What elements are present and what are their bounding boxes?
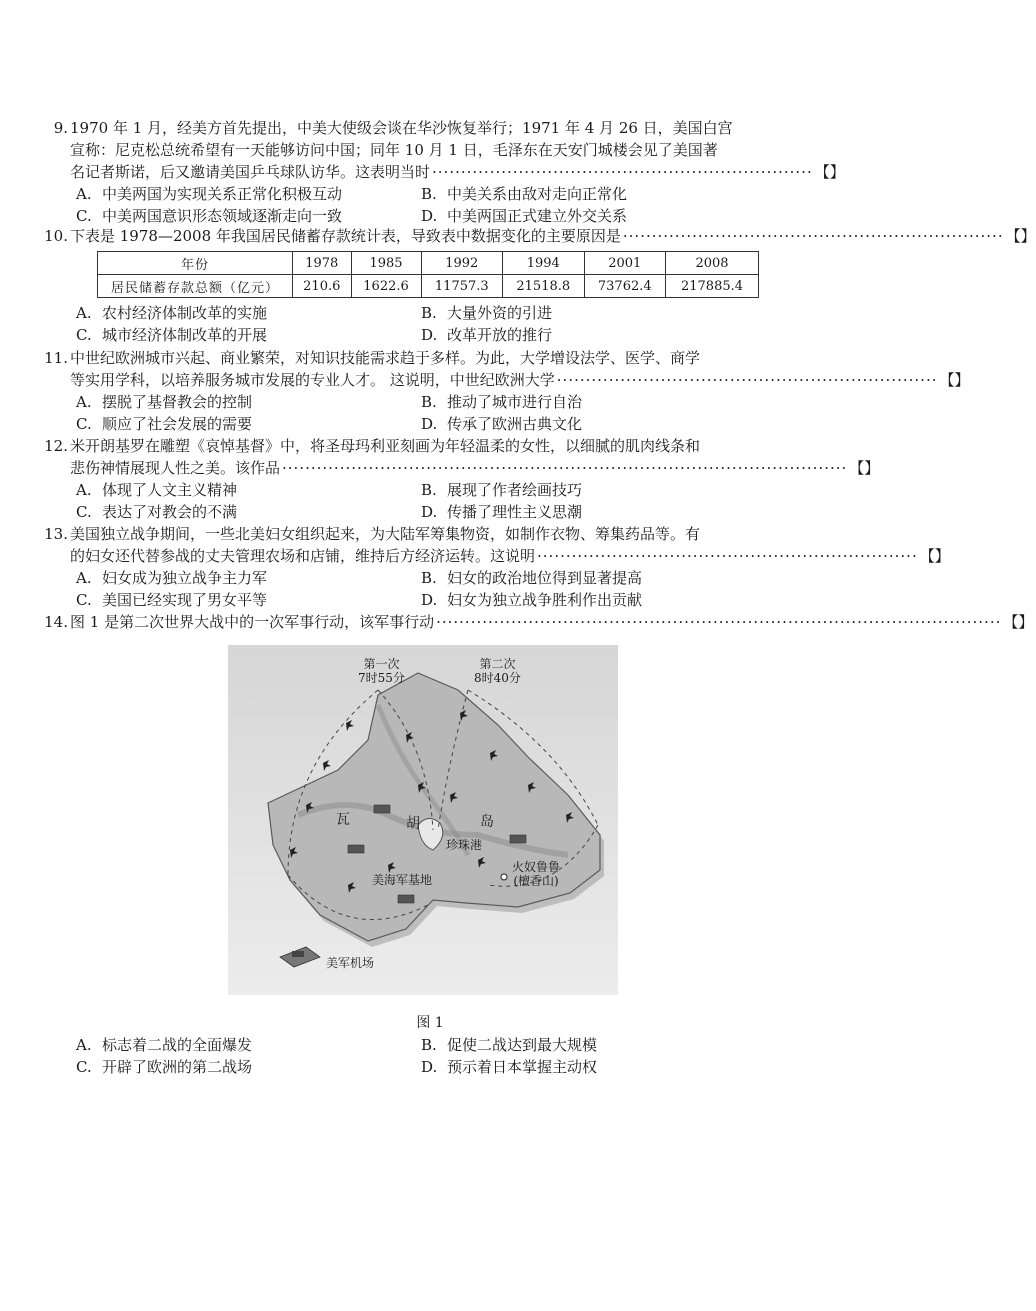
- question-stem-text: 名记者斯诺，后又邀请美国乒乓球队访华。这表明当时: [70, 163, 431, 181]
- option-d[interactable]: D. 改革开放的推行: [421, 326, 553, 344]
- question-10: [44, 225, 1036, 247]
- answer-bracket[interactable]: 【 】: [919, 547, 950, 565]
- table-row: [98, 275, 759, 298]
- options: [76, 567, 790, 611]
- question-stem-text: 等实用学科，以培养服务城市发展的专业人才。 这说明，中世纪欧洲大学: [70, 371, 555, 389]
- answer-bracket[interactable]: 【 】: [814, 163, 845, 181]
- table-cell: 21518.8: [503, 275, 584, 298]
- figure-caption: 图 1: [416, 1015, 444, 1031]
- question-14: [44, 611, 1034, 633]
- table-cell: 11757.3: [421, 275, 502, 298]
- answer-bracket[interactable]: 【 】: [849, 459, 880, 477]
- answer-bracket[interactable]: 【 】: [1003, 613, 1034, 631]
- question-stem-text: 下表是 1978—2008 年我国居民储蓄存款统计表，导致表中数据变化的主要原因是: [70, 227, 621, 245]
- question-stem-line: 中世纪欧洲城市兴起、商业繁荣，对知识技能需求趋于多样。为此，大学增设法学、医学、商学: [70, 349, 701, 367]
- question-stem-last: [70, 545, 950, 567]
- option-a[interactable]: A. 中美两国为实现关系正常化积极互动: [76, 185, 343, 203]
- table-year: 1994: [503, 252, 584, 275]
- option-b[interactable]: B. 中美关系由敌对走向正常化: [421, 185, 628, 203]
- option-d[interactable]: D. 传承了欧洲古典文化: [421, 415, 583, 433]
- option-b[interactable]: B. 推动了城市进行自治: [421, 393, 583, 411]
- question-number: 14.: [44, 613, 68, 631]
- option-d[interactable]: D. 中美两国正式建立外交关系: [421, 207, 628, 225]
- option-a[interactable]: A. 标志着二战的全面爆发: [76, 1036, 253, 1054]
- question-stem-text: 悲伤神情展现人性之美。该作品: [70, 459, 281, 477]
- question-9: [53, 117, 845, 227]
- question-12: [44, 435, 880, 523]
- pearl-harbor-label: 珍珠港: [446, 838, 483, 852]
- table-cell: 73762.4: [584, 275, 665, 298]
- table-year: 1978: [293, 252, 352, 275]
- oahu-map-figure: [228, 645, 618, 995]
- table-year: 2001: [584, 252, 665, 275]
- honolulu-marker: [501, 874, 507, 880]
- island-label-3: 岛: [480, 814, 494, 830]
- leader-dots: ··································································································: [436, 613, 1002, 631]
- table-header-row: [98, 252, 759, 275]
- island-label-1: 瓦: [336, 812, 350, 828]
- option-c[interactable]: C. 城市经济体制改革的开展: [76, 326, 268, 344]
- table-cell: 1622.6: [351, 275, 421, 298]
- question-stem-last: [70, 225, 1036, 247]
- question-14-options-block: [70, 1034, 790, 1078]
- table-cell: 217885.4: [666, 275, 759, 298]
- legend-airfield-label: 美军机场: [326, 956, 375, 970]
- answer-bracket[interactable]: 【 】: [939, 371, 970, 389]
- answer-bracket[interactable]: 【 】: [1005, 227, 1036, 245]
- question-stem-last: [70, 369, 970, 391]
- question-13: [44, 523, 950, 611]
- question-number: 11.: [44, 349, 68, 367]
- option-a[interactable]: A. 农村经济体制改革的实施: [76, 304, 268, 322]
- option-c[interactable]: C. 美国已经实现了男女平等: [76, 591, 268, 609]
- table-cell: 210.6: [293, 275, 352, 298]
- leader-dots: ··································································: [622, 227, 1004, 245]
- second-wave-label: 第二次 8时40分: [474, 657, 521, 685]
- question-stem-line: 1970 年 1 月，经美方首先提出，中美大使级会谈在华沙恢复举行；1971 年 4 月 26 日，美国白宫: [70, 119, 733, 137]
- option-b[interactable]: B. 妇女的政治地位得到显著提高: [421, 569, 643, 587]
- question-number: 10.: [44, 227, 68, 245]
- question-stem-line: 米开朗基罗在雕塑《哀悼基督》中，将圣母玛利亚刻画为年轻温柔的女性，以细腻的肌肉线条和: [70, 437, 701, 455]
- option-c[interactable]: C. 开辟了欧洲的第二战场: [76, 1058, 253, 1076]
- option-a[interactable]: A. 体现了人文主义精神: [76, 481, 238, 499]
- honolulu-label: 火奴鲁鲁 (檀香山): [512, 860, 561, 888]
- table-year: 1992: [421, 252, 502, 275]
- table-row-label: 居民储蓄存款总额（亿元）: [98, 275, 293, 298]
- option-d[interactable]: D. 预示着日本掌握主动权: [421, 1058, 598, 1076]
- naval-base-label: 美海军基地: [372, 873, 433, 887]
- option-b[interactable]: B. 大量外资的引进: [421, 304, 553, 322]
- table-year: 2008: [666, 252, 759, 275]
- options: [76, 1034, 790, 1078]
- table-header-label: 年份: [98, 252, 293, 275]
- option-c[interactable]: C. 顺应了社会发展的需要: [76, 415, 253, 433]
- leader-dots: ··································································································: [282, 459, 848, 477]
- options: [76, 302, 790, 346]
- option-d[interactable]: D. 妇女为独立战争胜利作出贡献: [421, 591, 643, 609]
- question-stem-last: [70, 161, 845, 183]
- option-c[interactable]: C. 表达了对教会的不满: [76, 503, 238, 521]
- options: [76, 183, 790, 227]
- options: [76, 391, 790, 435]
- leader-dots: ··································································: [537, 547, 918, 565]
- option-d[interactable]: D. 传播了理性主义思潮: [421, 503, 583, 521]
- leader-dots: ··································································: [432, 163, 813, 181]
- question-number: 12.: [44, 437, 68, 455]
- question-stem-text: 的妇女还代替参战的丈夫管理农场和店铺，维持后方经济运转。这说明: [70, 547, 536, 565]
- question-stem-last: [70, 611, 1034, 633]
- question-stem-line: 美国独立战争期间，一些北美妇女组织起来，为大陆军筹集物资，如制作衣物、筹集药品等。有: [70, 525, 701, 543]
- question-stem-line: 宣称：尼克松总统希望有一天能够访问中国；同年 10 月 1 日，毛泽东在天安门城楼会见了美国著: [70, 141, 718, 159]
- question-10-options-block: [70, 302, 790, 346]
- first-wave-label: 第一次 7时55分: [358, 657, 405, 685]
- question-number: 13.: [44, 525, 68, 543]
- option-b[interactable]: B. 促使二战达到最大规模: [421, 1036, 598, 1054]
- question-stem-text: 图 1 是第二次世界大战中的一次军事行动，该军事行动: [70, 613, 435, 631]
- option-a[interactable]: A. 妇女成为独立战争主力军: [76, 569, 268, 587]
- question-11: [44, 347, 970, 435]
- question-number: 9.: [53, 119, 68, 137]
- savings-table: [97, 251, 759, 298]
- leader-dots: ··································································: [556, 371, 938, 389]
- option-a[interactable]: A. 摆脱了基督教会的控制: [76, 393, 253, 411]
- table-year: 1985: [351, 252, 421, 275]
- option-c[interactable]: C. 中美两国意识形态领域逐渐走向一致: [76, 207, 343, 225]
- option-b[interactable]: B. 展现了作者绘画技巧: [421, 481, 583, 499]
- island-label-2: 胡: [406, 816, 420, 832]
- map-drawing: [228, 645, 618, 995]
- options: [76, 479, 790, 523]
- question-stem-last: [70, 457, 880, 479]
